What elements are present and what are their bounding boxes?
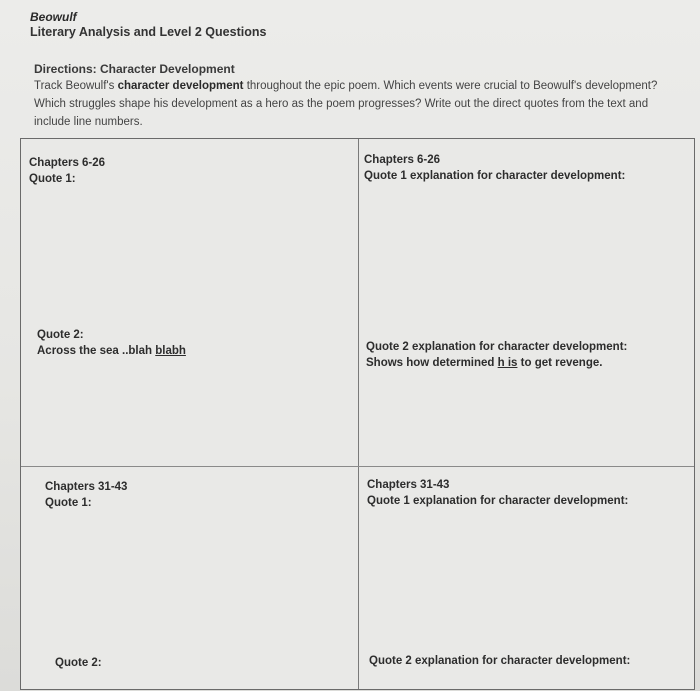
- explanation-value-tail: to get revenge.: [517, 357, 603, 369]
- quote-label: Quote 1:: [29, 173, 76, 185]
- cell-mid-left[interactable]: [37, 327, 186, 359]
- chapter-label: Chapters 6-26: [29, 157, 106, 169]
- chapter-label: Chapters 31-43: [45, 481, 128, 493]
- table-vertical-divider: [358, 139, 359, 689]
- quote-value-text: Across the sea ..blah: [37, 345, 156, 357]
- cell-last-right[interactable]: [369, 653, 630, 669]
- explanation-label: Quote 2 explanation for character development:: [366, 341, 628, 353]
- directions-text-pre: Track Beowulf's: [34, 80, 118, 92]
- document-title: Beowulf: [30, 10, 77, 24]
- explanation-value: [366, 355, 627, 371]
- document-subtitle: Literary Analysis and Level 2 Questions: [30, 25, 267, 39]
- directions-heading: Directions: Character Development: [34, 62, 235, 76]
- cell-last-left[interactable]: [55, 655, 102, 671]
- explanation-label: Quote 1 explanation for character development:: [364, 170, 626, 182]
- quote-label: Quote 2:: [37, 329, 84, 341]
- directions-text-bold: character development: [117, 80, 244, 92]
- cell-bottom-left[interactable]: [45, 479, 127, 511]
- chapter-label: Chapters 6-26: [364, 154, 441, 166]
- quote-label: Quote 1:: [45, 497, 92, 509]
- table-horizontal-divider: [21, 466, 694, 467]
- cell-top-left[interactable]: [29, 155, 105, 187]
- explanation-label: Quote 1 explanation for character development:: [367, 495, 629, 507]
- quote-label: Quote 2:: [55, 657, 102, 669]
- character-development-table: [20, 138, 695, 690]
- quote-value-underlined: blabh: [155, 345, 186, 357]
- explanation-label: Quote 2 explanation for character development:: [369, 655, 631, 667]
- cell-bottom-right[interactable]: [367, 477, 628, 509]
- cell-top-right[interactable]: [364, 152, 625, 184]
- directions-text: [34, 77, 684, 131]
- directions-text-post: throughout the epic poem. Which events were crucial to Beowulf's development? Which struggles shape his development as a hero as the poem progresses? Write out the direct quotes from the text and include line numbers.: [34, 80, 658, 128]
- quote-value: [37, 343, 186, 359]
- explanation-value-text: Shows how determined: [366, 357, 498, 369]
- chapter-label: Chapters 31-43: [367, 479, 450, 491]
- cell-mid-right[interactable]: [366, 339, 627, 371]
- explanation-value-underlined: h is: [497, 357, 518, 369]
